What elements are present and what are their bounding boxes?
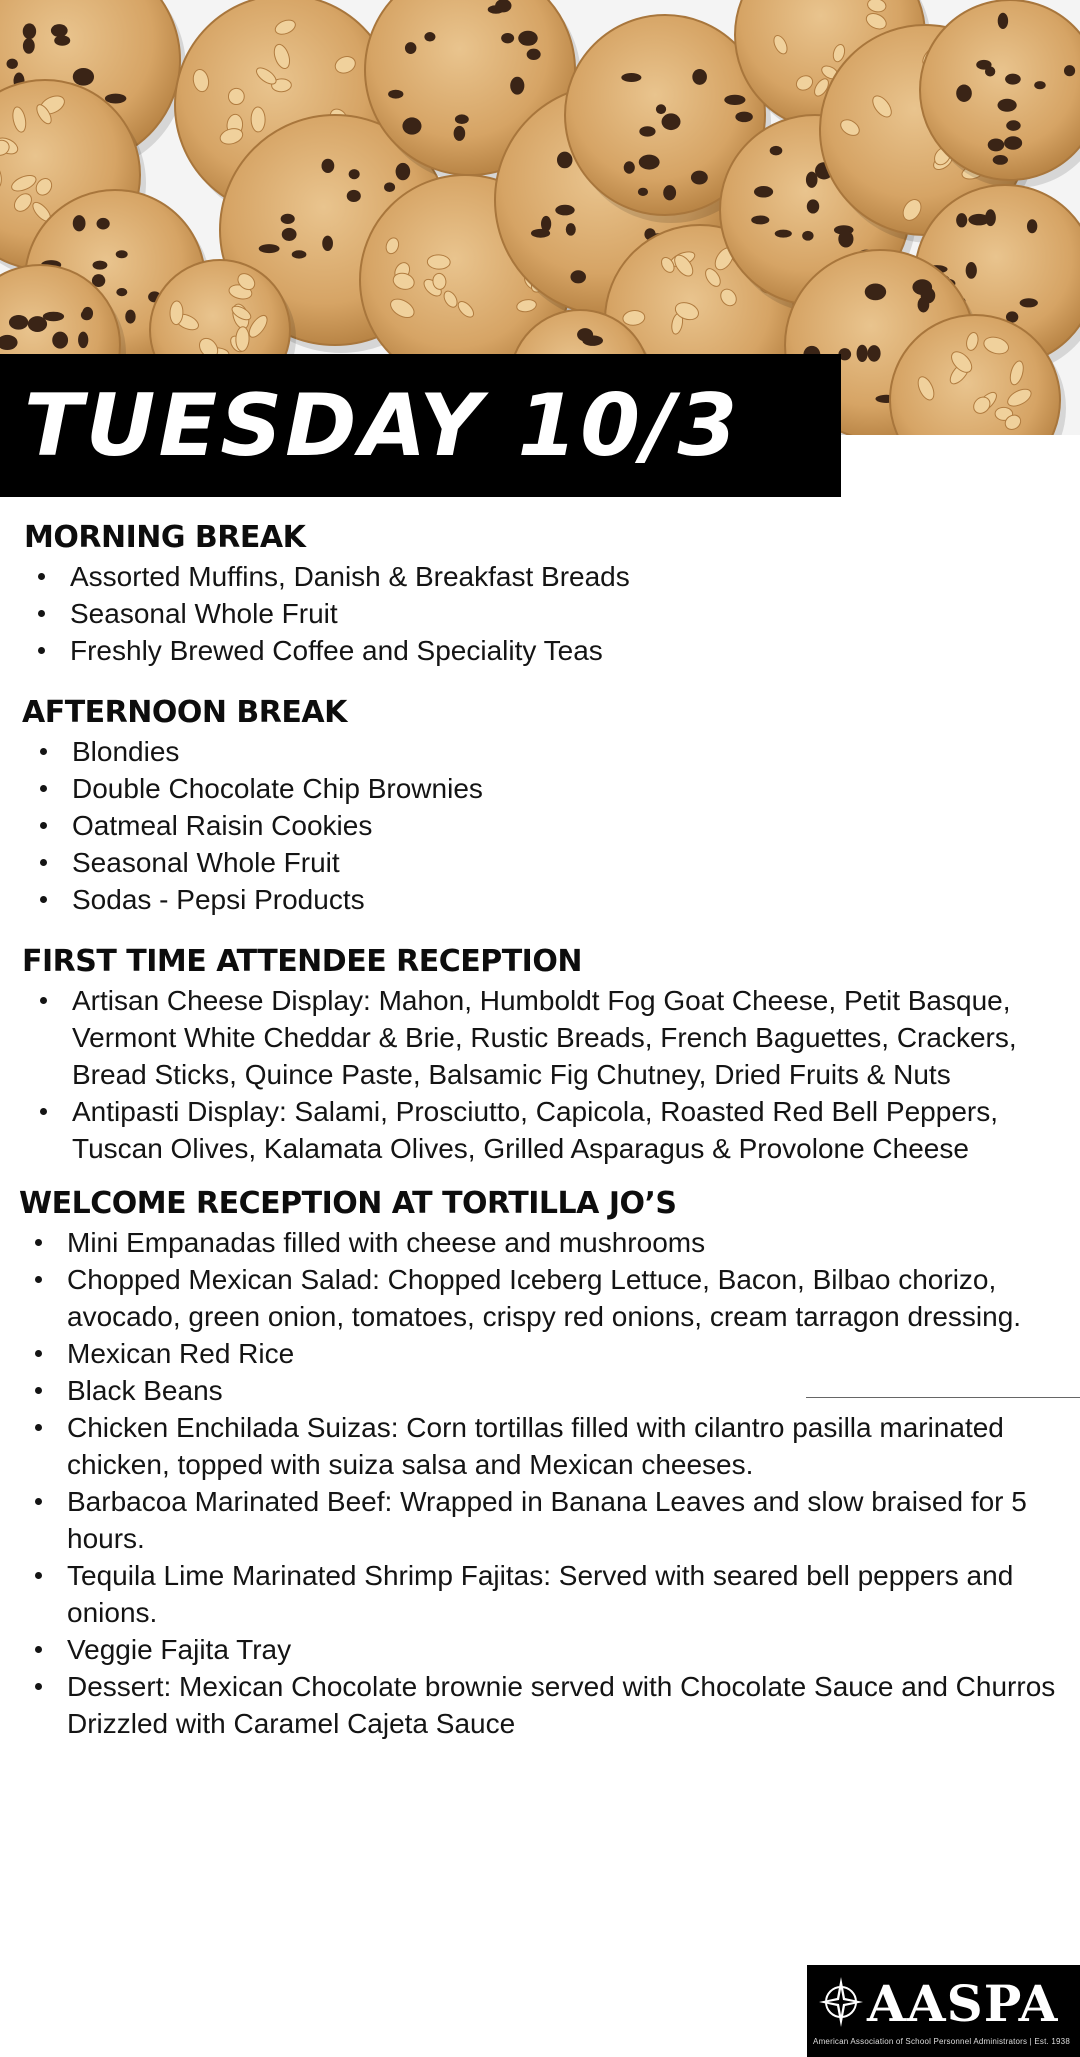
list-item: Sodas - Pepsi Products bbox=[24, 881, 1080, 918]
list-item: Freshly Brewed Coffee and Speciality Teas bbox=[22, 632, 1080, 669]
aaspa-logo bbox=[807, 1965, 1080, 2057]
logo-tagline: American Association of School Personnel Administrators | Est. 1938 bbox=[813, 2037, 1070, 2046]
list-item: Tequila Lime Marinated Shrimp Fajitas: Served with seared bell peppers and onions. bbox=[19, 1557, 1060, 1631]
menu-list bbox=[0, 558, 1080, 669]
list-item: Blondies bbox=[24, 733, 1080, 770]
menu-list bbox=[0, 733, 1080, 918]
section-afternoon-break bbox=[0, 695, 1080, 918]
list-item: Oatmeal Raisin Cookies bbox=[24, 807, 1080, 844]
list-item: Double Chocolate Chip Brownies bbox=[24, 770, 1080, 807]
day-title-banner bbox=[0, 354, 841, 497]
menu-list bbox=[0, 982, 1080, 1167]
list-item: Antipasti Display: Salami, Prosciutto, Capicola, Roasted Red Bell Peppers, Tuscan Olives, Kalamata Olives, Grilled Asparagus & Provolone Cheese bbox=[24, 1093, 1040, 1167]
logo-wordmark: AASPA bbox=[867, 1974, 1059, 2033]
list-item: Chicken Enchilada Suizas: Corn tortillas filled with cilantro pasilla marinated chicken, topped with suiza salsa and Mexican cheeses. bbox=[19, 1409, 1060, 1483]
list-item: Barbacoa Marinated Beef: Wrapped in Banana Leaves and slow braised for 5 hours. bbox=[19, 1483, 1060, 1557]
list-item: Chopped Mexican Salad: Chopped Iceberg Lettuce, Bacon, Bilbao chorizo, avocado, green onion, tomatoes, crispy red onions, cream tarragon dressing. bbox=[19, 1261, 1060, 1335]
list-item: Artisan Cheese Display: Mahon, Humboldt Fog Goat Cheese, Petit Basque, Vermont White Cheddar & Brie, Rustic Breads, French Baguettes, Crackers, Bread Sticks, Quince Paste, Balsamic Fig Chutney, Dried Fruits & Nuts bbox=[24, 982, 1040, 1093]
list-item: Mexican Red Rice bbox=[19, 1335, 1060, 1372]
section-morning-break bbox=[0, 520, 1080, 669]
list-item: Dessert: Mexican Chocolate brownie served with Chocolate Sauce and Churros Drizzled with Caramel Cajeta Sauce bbox=[19, 1668, 1060, 1742]
list-item: Seasonal Whole Fruit bbox=[22, 595, 1080, 632]
list-item: Assorted Muffins, Danish & Breakfast Breads bbox=[22, 558, 1080, 595]
section-welcome-reception bbox=[0, 1186, 1080, 1742]
section-heading: MORNING BREAK bbox=[24, 520, 306, 555]
compass-star-icon bbox=[819, 1977, 863, 2027]
section-first-time-attendee-reception bbox=[0, 944, 1080, 1167]
section-heading: WELCOME RECEPTION AT TORTILLA JO’S bbox=[19, 1186, 677, 1221]
section-heading: FIRST TIME ATTENDEE RECEPTION bbox=[22, 944, 582, 979]
menu-list bbox=[0, 1224, 1080, 1742]
list-item: Seasonal Whole Fruit bbox=[24, 844, 1080, 881]
list-item: Mini Empanadas filled with cheese and mushrooms bbox=[19, 1224, 1060, 1261]
day-title: TUESDAY 10/3 bbox=[24, 375, 741, 476]
section-heading: AFTERNOON BREAK bbox=[22, 695, 347, 730]
list-item: Black Beans bbox=[19, 1372, 1060, 1409]
divider-line bbox=[806, 1397, 1080, 1398]
list-item: Veggie Fajita Tray bbox=[19, 1631, 1060, 1668]
